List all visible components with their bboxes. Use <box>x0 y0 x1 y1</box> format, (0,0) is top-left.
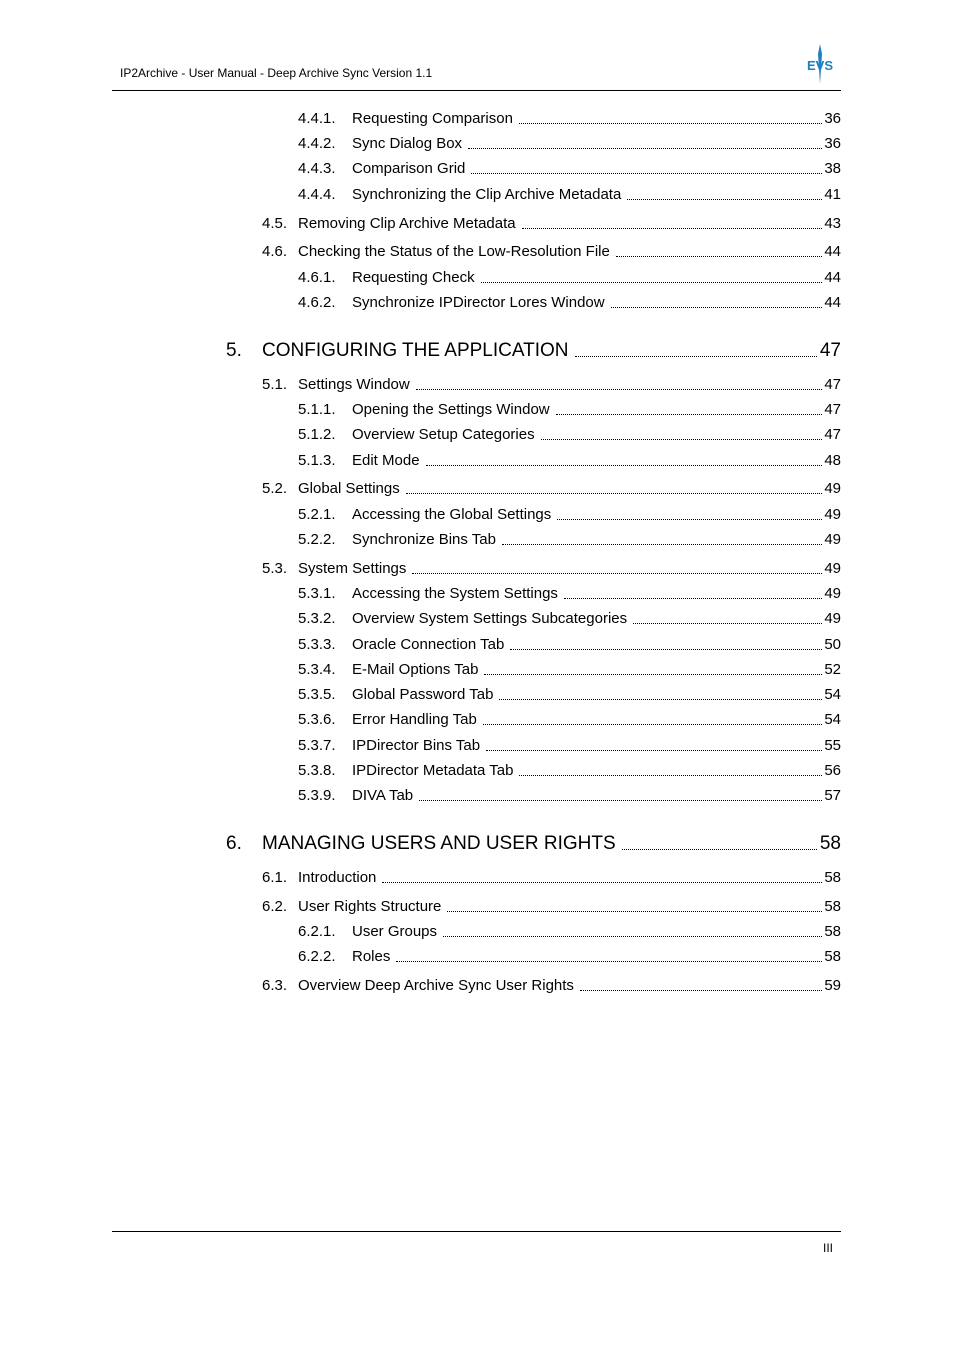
toc-entry[interactable]: 4.6. Checking the Status of the Low-Resolution File 44 <box>262 243 841 260</box>
toc-entry[interactable]: 5.2. Global Settings 49 <box>262 480 841 497</box>
toc-entry[interactable]: 5.1. Settings Window 47 <box>262 376 841 393</box>
toc-entry[interactable]: 4.6.2. Synchronize IPDirector Lores Window 44 <box>298 294 841 311</box>
toc-entry[interactable]: 5.3.9. DIVA Tab 57 <box>298 787 841 804</box>
toc-entry[interactable]: 4.5. Removing Clip Archive Metadata 43 <box>262 215 841 232</box>
toc-entry[interactable]: 4.4.3. Comparison Grid 38 <box>298 160 841 177</box>
toc-entry[interactable]: 5.2.2. Synchronize Bins Tab 49 <box>298 531 841 548</box>
running-header: IP2Archive - User Manual - Deep Archive Sync Version 1.1 <box>120 66 433 80</box>
toc-entry[interactable]: 4.6.1. Requesting Check 44 <box>298 269 841 286</box>
toc-entry[interactable]: 5.3.1. Accessing the System Settings 49 <box>298 585 841 602</box>
toc-entry[interactable]: 5.1.1. Opening the Settings Window 47 <box>298 401 841 418</box>
footer-rule <box>112 1231 841 1232</box>
toc-entry[interactable]: 5.3.5. Global Password Tab 54 <box>298 686 841 703</box>
toc-entry[interactable]: 4.4.1. Requesting Comparison 36 <box>298 110 841 127</box>
toc-entry[interactable]: 6.2. User Rights Structure 58 <box>262 898 841 915</box>
toc-entry[interactable]: 5.3.2. Overview System Settings Subcategories 49 <box>298 610 841 627</box>
toc-entry[interactable]: 5.3.4. E-Mail Options Tab 52 <box>298 661 841 678</box>
toc-entry[interactable]: 5.3.3. Oracle Connection Tab 50 <box>298 636 841 653</box>
toc-entry[interactable]: 5.3.8. IPDirector Metadata Tab 56 <box>298 762 841 779</box>
toc-chapter[interactable]: 5. CONFIGURING THE APPLICATION 47 <box>226 340 841 361</box>
toc-entry[interactable]: 6.1. Introduction 58 <box>262 869 841 886</box>
toc-entry[interactable]: 5.3.7. IPDirector Bins Tab 55 <box>298 737 841 754</box>
evs-logo <box>803 44 837 84</box>
svg-text:EVS: EVS <box>806 58 834 73</box>
toc-entry[interactable]: 4.4.4. Synchronizing the Clip Archive Metadata 41 <box>298 186 841 203</box>
toc-chapter[interactable]: 6. MANAGING USERS AND USER RIGHTS 58 <box>226 833 841 854</box>
header-rule <box>112 90 841 91</box>
toc-entry[interactable]: 6.3. Overview Deep Archive Sync User Rights 59 <box>262 977 841 994</box>
toc-entry[interactable]: 6.2.2. Roles 58 <box>298 948 841 965</box>
toc-entry[interactable]: 4.4.2. Sync Dialog Box 36 <box>298 135 841 152</box>
toc-entry[interactable]: 5.2.1. Accessing the Global Settings 49 <box>298 506 841 523</box>
toc-entry[interactable]: 5.3.6. Error Handling Tab 54 <box>298 711 841 728</box>
toc-entry[interactable]: 6.2.1. User Groups 58 <box>298 923 841 940</box>
toc-entry[interactable]: 5.3. System Settings 49 <box>262 560 841 577</box>
toc-entry[interactable]: 5.1.2. Overview Setup Categories 47 <box>298 426 841 443</box>
page-number: III <box>822 1241 833 1255</box>
toc-entry[interactable]: 5.1.3. Edit Mode 48 <box>298 452 841 469</box>
